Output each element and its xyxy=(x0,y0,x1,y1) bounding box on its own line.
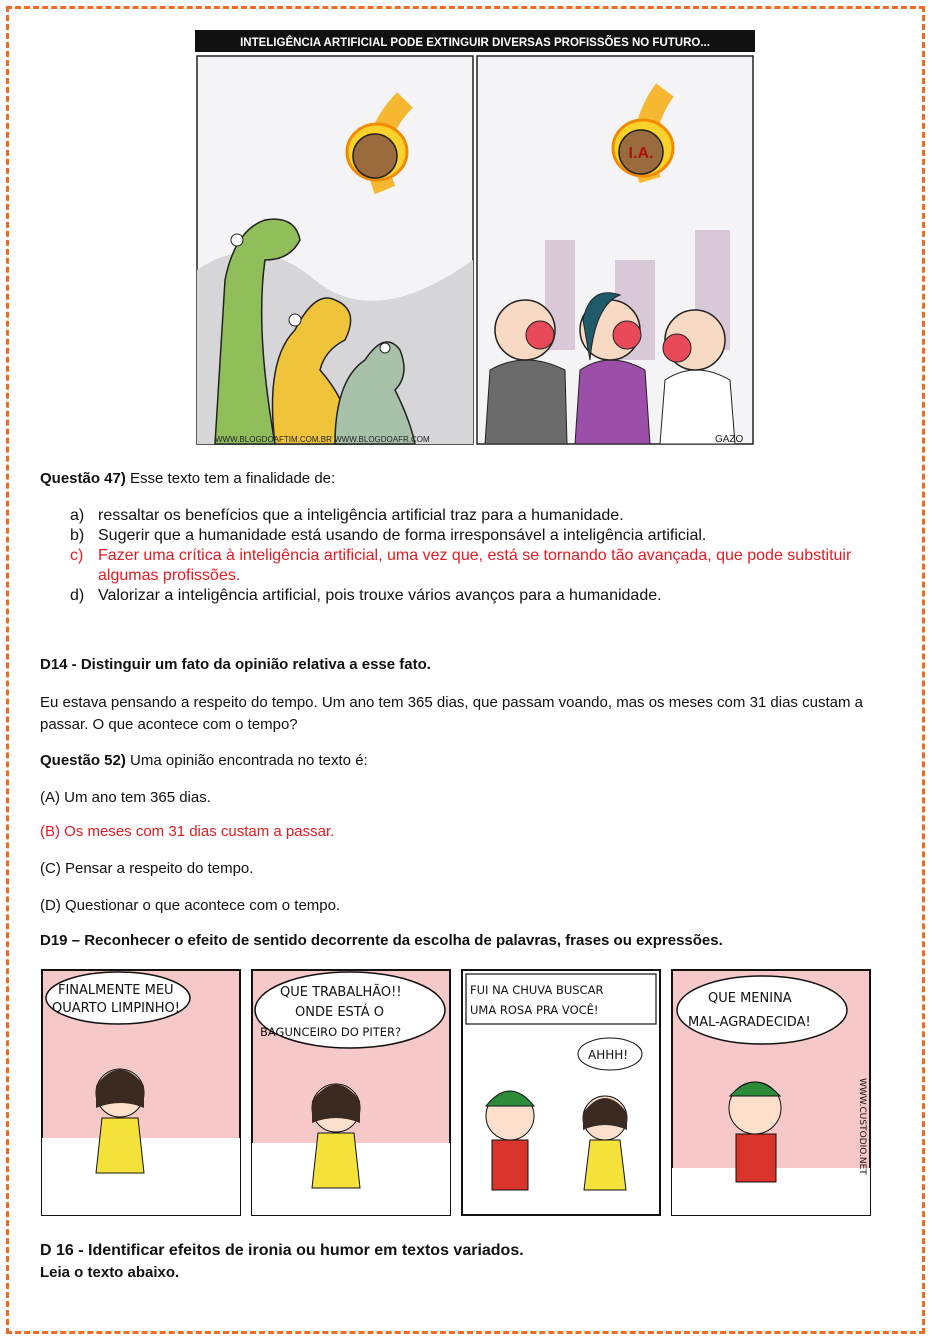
question-label: Questão 47) xyxy=(40,470,126,487)
question-label: Questão 52) xyxy=(40,752,126,769)
option-d: (D) Questionar o que acontece com o tempo. xyxy=(40,897,341,914)
question-text: Esse texto tem a finalidade de: xyxy=(125,470,336,487)
option-b: b) Sugerir que a humanidade está usando de forma irresponsável a inteligência artificial. xyxy=(70,527,707,544)
d19-heading: D19 – Reconhecer o efeito de sentido decorrente da escolha de palavras, frases ou expressões. xyxy=(40,932,723,949)
d16-section xyxy=(40,1240,524,1284)
ai-dinosaur-comic xyxy=(195,30,755,450)
balloon-text: QUE TRABALHÃO!! xyxy=(280,985,402,1000)
option-c-answer: c) Fazer uma crítica à inteligência artificial, uma vez que, está se tornando tão avançada, que pode substituir algumas profissões. xyxy=(70,547,852,584)
question-text: Uma opinião encontrada no texto é: xyxy=(125,752,368,769)
balloon-text: QUARTO LIMPINHO! xyxy=(52,1001,180,1016)
comic-panel-people xyxy=(477,56,753,444)
balloon-text: FINALMENTE MEU xyxy=(58,983,174,998)
option-b-answer: (B) Os meses com 31 dias custam a passar. xyxy=(40,823,335,840)
comic-banner: INTELIGÊNCIA ARTIFICIAL PODE EXTINGUIR DIVERSAS PROFISSÕES NO FUTURO... xyxy=(240,37,710,49)
question-52 xyxy=(40,752,368,769)
d14-paragraph: Eu estava pensando a respeito do tempo. Um ano tem 365 dias, que passam voando, mas os meses com 31 dias custam a passar. O que acontece com o tempo? xyxy=(40,694,863,733)
side-credit: WWW.CUSTODIO.NET xyxy=(857,1078,867,1175)
piter-comic-strip xyxy=(40,968,879,1219)
option-c: (C) Pensar a respeito do tempo. xyxy=(40,860,254,877)
option-a: a) ressaltar os benefícios que a inteligência artificial traz para a humanidade. xyxy=(70,507,624,524)
d16-subheading: Leia o texto abaixo. xyxy=(40,1264,180,1281)
question-47-options xyxy=(70,506,900,606)
comic-panel-dinosaurs xyxy=(197,56,473,444)
question-47 xyxy=(40,470,335,487)
d14-heading: D14 - Distinguir um fato da opinião relativa a esse fato. xyxy=(40,656,431,673)
option-d: d) Valorizar a inteligência artificial, pois trouxe vários avanços para a humanidade. xyxy=(70,587,662,604)
balloon-text: MAL-AGRADECIDA! xyxy=(688,1015,811,1030)
balloon-text: BAGUNCEIRO DO PITER? xyxy=(260,1025,402,1039)
comic-signature: GAZO xyxy=(715,434,744,445)
balloon-text: ONDE ESTÁ O xyxy=(295,1005,384,1020)
meteor-label: I.A. xyxy=(628,145,654,162)
balloon-text: UMA ROSA PRA VOCÊ! xyxy=(470,1003,599,1017)
balloon-text: FUI NA CHUVA BUSCAR xyxy=(470,983,604,997)
balloon-text: QUE MENINA xyxy=(708,991,792,1006)
comic-credit: WWW.BLOGDOAFTIM.COM.BR WWW.BLOGDOAFR.COM xyxy=(215,435,430,444)
balloon-text: AHHH! xyxy=(588,1048,629,1062)
option-a: (A) Um ano tem 365 dias. xyxy=(40,789,211,806)
d16-heading: D 16 - Identificar efeitos de ironia ou humor em textos variados. xyxy=(40,1242,524,1259)
